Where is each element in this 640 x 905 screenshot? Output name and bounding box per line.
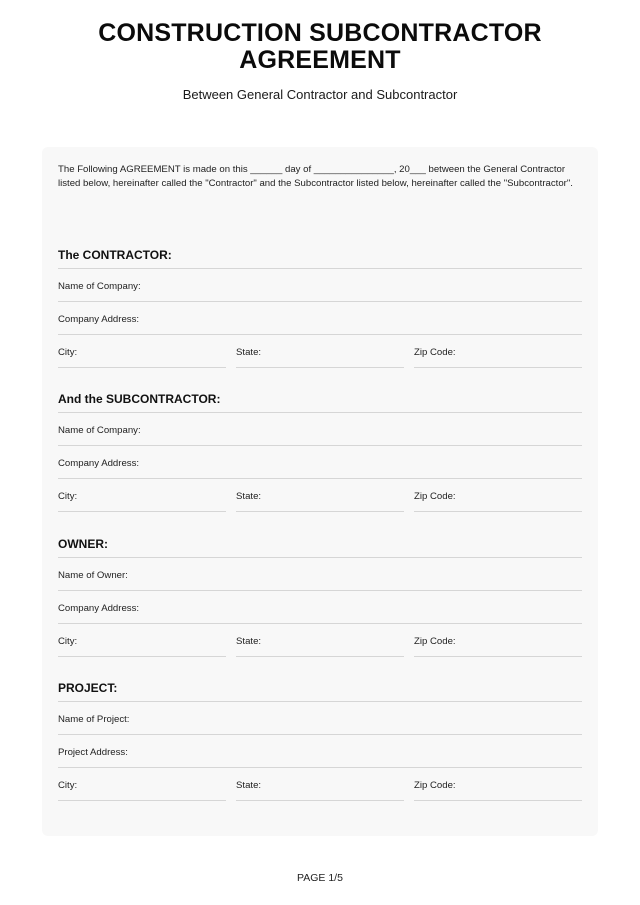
city-field[interactable]: City: — [58, 479, 226, 512]
zip-field[interactable]: Zip Code: — [414, 624, 582, 657]
address-field[interactable]: Company Address: — [58, 302, 582, 335]
section-heading: The CONTRACTOR: — [58, 245, 582, 269]
zip-field[interactable]: Zip Code: — [414, 335, 582, 368]
zip-field[interactable]: Zip Code: — [414, 479, 582, 512]
section-heading: And the SUBCONTRACTOR: — [58, 389, 582, 413]
zip-field[interactable]: Zip Code: — [414, 768, 582, 801]
form-panel — [42, 147, 598, 836]
document-subtitle: Between General Contractor and Subcontractor — [182, 87, 458, 102]
state-field[interactable]: State: — [236, 335, 404, 368]
city-field[interactable]: City: — [58, 768, 226, 801]
city-state-zip-row — [58, 768, 582, 801]
section-contractor — [58, 245, 582, 368]
page-number: PAGE 1/5 — [297, 872, 343, 884]
address-field[interactable]: Project Address: — [58, 735, 582, 768]
section-heading: PROJECT: — [58, 678, 582, 702]
city-field[interactable]: City: — [58, 624, 226, 657]
address-field[interactable]: Company Address: — [58, 446, 582, 479]
document-title — [0, 20, 640, 74]
intro-paragraph: The Following AGREEMENT is made on this ______ day of _______________, 20___ between the General Contractor listed below, hereinafter called the "Contractor" and the Subcontractor listed below, hereinafter called the "Subcontractor". — [58, 164, 573, 189]
name-field[interactable]: Name of Company: — [58, 413, 582, 446]
section-owner — [58, 534, 582, 657]
name-field[interactable]: Name of Company: — [58, 269, 582, 302]
name-field[interactable]: Name of Owner: — [58, 558, 582, 591]
city-field[interactable]: City: — [58, 335, 226, 368]
title-line-1: CONSTRUCTION SUBCONTRACTOR — [98, 19, 542, 47]
address-field[interactable]: Company Address: — [58, 591, 582, 624]
city-state-zip-row — [58, 479, 582, 512]
city-state-zip-row — [58, 335, 582, 368]
section-subcontractor — [58, 389, 582, 512]
title-line-2: AGREEMENT — [239, 46, 401, 74]
name-field[interactable]: Name of Project: — [58, 702, 582, 735]
city-state-zip-row — [58, 624, 582, 657]
section-heading: OWNER: — [58, 534, 582, 558]
state-field[interactable]: State: — [236, 768, 404, 801]
section-project — [58, 678, 582, 801]
state-field[interactable]: State: — [236, 479, 404, 512]
state-field[interactable]: State: — [236, 624, 404, 657]
